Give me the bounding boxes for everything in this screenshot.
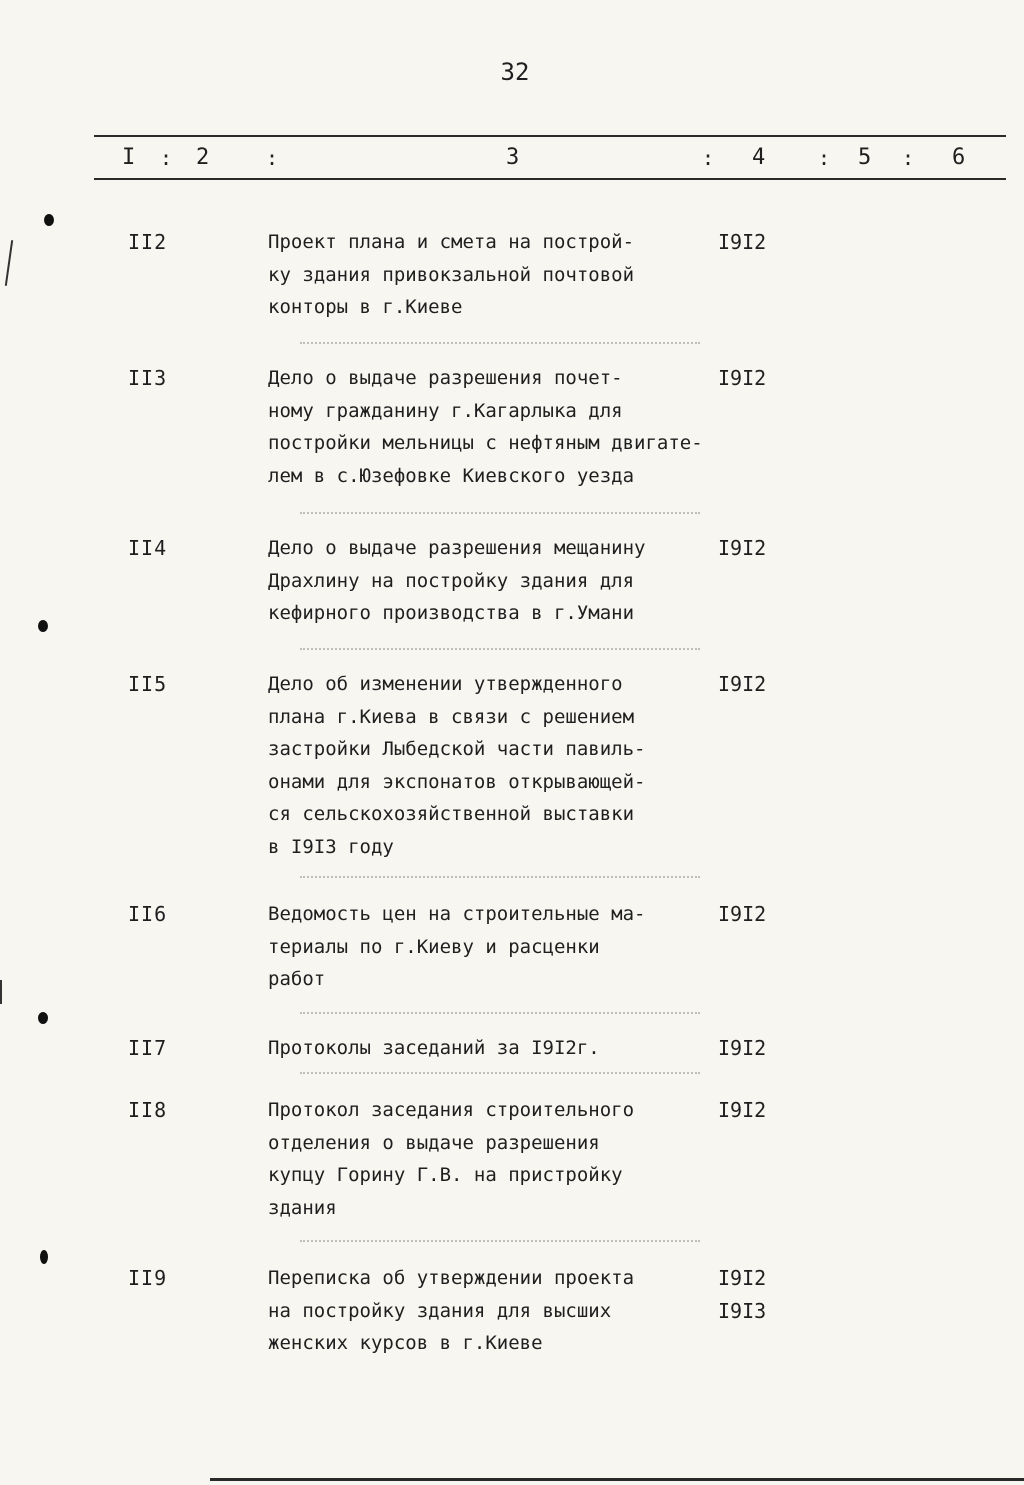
entry-year: I9I2 [718,230,767,254]
entry-description: Дело о выдаче разрешения почет- ному гражданину г.Кагарлыка для постройки мельницы с нефтяным двигате- лем в с.Юзефовке Киевского уезда [268,367,703,487]
row-divider [300,1072,700,1077]
binding-hole-mark [40,1250,48,1264]
entry-description: Протоколы заседаний за I9I2г. [268,1037,600,1059]
header-col-3: 3 [506,145,520,170]
header-col-4: 4 [752,145,766,170]
header-separator: : [266,146,279,170]
entry-number: II7 [128,1036,168,1060]
entry-description: Переписка об утверждении проекта на постройку здания для высших женских курсов в г.Киеве [268,1267,635,1354]
row-divider [300,512,700,517]
entry-year: I9I2 I9I3 [718,1266,767,1323]
header-separator: : [160,146,173,170]
entry-number: II2 [128,230,168,254]
entry-number: II4 [128,536,168,560]
entry-description: Протокол заседания строительного отделения о выдаче разрешения купцу Горину Г.В. на пристройку здания [268,1099,635,1219]
entry-number: II5 [128,672,168,696]
table-top-rule [94,135,1006,137]
entry-number: II8 [128,1098,168,1122]
row-divider [300,648,700,653]
header-separator: : [818,146,831,170]
header-col-6: 6 [952,145,966,170]
binding-hole-mark [44,214,54,226]
row-divider [300,876,700,881]
row-divider [300,1240,700,1245]
entry-year: I9I2 [718,902,767,926]
entry-year: I9I2 [718,672,767,696]
entry-number: II6 [128,902,168,926]
entry-year: I9I2 [718,1036,767,1060]
entry-description: Дело об изменении утвержденного плана г.Киева в связи с решением застройки Лыбедской части павиль- онами для экспонатов открывающей- ся сельскохозяйственной выставки в I9I3 году [268,673,646,858]
header-col-5: 5 [858,145,872,170]
entry-description: Ведомость цен на строительные ма- териалы по г.Киеву и расценки работ [268,903,646,990]
entry-year: I9I2 [718,536,767,560]
header-col-1: I [122,145,136,170]
table-header-rule [94,178,1006,180]
entry-number: II9 [128,1266,168,1290]
entry-year: I9I2 [718,366,767,390]
entry-number: II3 [128,366,168,390]
entry-year: I9I2 [718,1098,767,1122]
entry-description: Дело о выдаче разрешения мещанину Драхлину на постройку здания для кефирного производства в г.Умани [268,537,646,624]
row-divider [300,342,700,347]
header-separator: : [702,146,715,170]
page-bottom-rule [210,1478,1024,1481]
header-separator: : [902,146,915,170]
binding-hole-mark [38,620,48,632]
page-number: 32 [500,58,530,86]
binding-hole-mark [38,1012,48,1024]
row-divider [300,1012,700,1017]
header-col-2: 2 [196,145,210,170]
margin-pen-stroke [5,240,13,286]
margin-pen-stroke [0,980,2,1004]
entry-description: Проект плана и смета на построй- ку здания привокзальной почтовой конторы в г.Киеве [268,231,635,318]
